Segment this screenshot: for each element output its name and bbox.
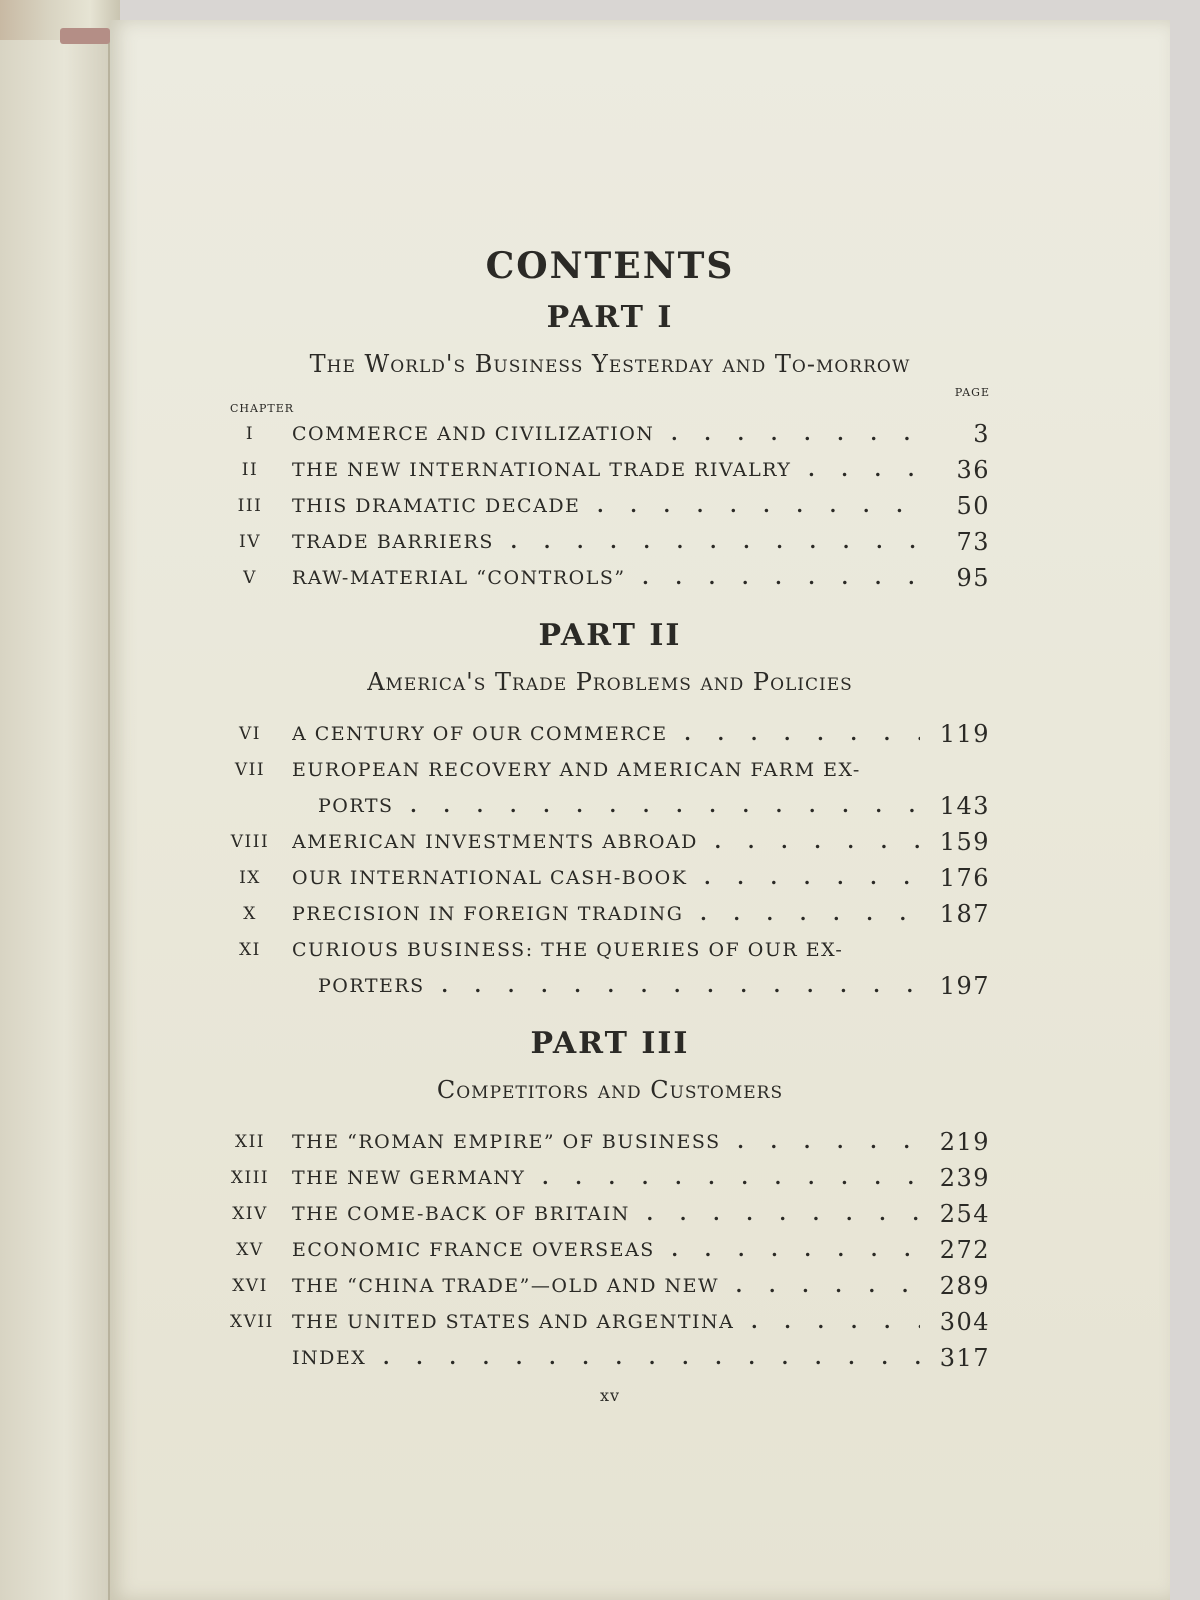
toc-entry[interactable] xyxy=(230,824,990,860)
toc-entry[interactable] xyxy=(230,860,990,896)
toc-entry[interactable] xyxy=(230,896,990,932)
chapter-title: INDEX . . . xyxy=(292,1340,920,1376)
chapter-number: XI xyxy=(239,940,261,960)
toc-entry[interactable] xyxy=(230,1304,990,1340)
toc-entry[interactable] xyxy=(230,452,990,488)
chapter-number: XIV xyxy=(232,1204,268,1224)
page-number: 254 xyxy=(939,1200,990,1228)
chapter-title: THE NEW INTERNATIONAL TRADE RIVALRY . . . xyxy=(292,452,920,488)
toc-entry[interactable] xyxy=(230,1268,990,1304)
part-title: PART I xyxy=(546,300,674,335)
toc-entry-continuation[interactable] xyxy=(230,788,990,824)
page-number: 304 xyxy=(939,1308,990,1336)
page-number: 143 xyxy=(939,792,990,820)
chapter-number: IV xyxy=(239,532,261,552)
chapter-title: A CENTURY OF OUR COMMERCE . . . xyxy=(292,716,920,752)
chapter-number: XVI xyxy=(232,1276,268,1296)
toc-entry[interactable] xyxy=(230,416,990,452)
toc-entry[interactable] xyxy=(230,1124,990,1160)
toc-entry[interactable] xyxy=(230,752,990,788)
page-number: 50 xyxy=(956,492,990,520)
toc-entry[interactable] xyxy=(230,1160,990,1196)
page-number: 95 xyxy=(956,564,990,592)
chapter-number: X xyxy=(243,904,257,924)
chapter-title: THIS DRAMATIC DECADE . . . xyxy=(292,488,920,524)
chapter-title-continuation: PORTS . . . xyxy=(318,788,920,824)
page-number: 187 xyxy=(939,900,990,928)
chapter-title: THE COME-BACK OF BRITAIN . . . xyxy=(292,1196,920,1232)
part-subtitle: The World's Business Yesterday and To-morrow xyxy=(309,350,911,378)
toc-entry[interactable] xyxy=(230,524,990,560)
contents-block xyxy=(230,240,990,1405)
toc-entry[interactable] xyxy=(230,716,990,752)
page-number: 159 xyxy=(939,828,990,856)
chapter-title: CURIOUS BUSINESS: THE QUERIES OF OUR EX- xyxy=(292,939,844,961)
page-number: 73 xyxy=(956,528,990,556)
contents-heading: CONTENTS xyxy=(485,245,735,287)
page-number: 289 xyxy=(939,1272,990,1300)
toc-entry[interactable] xyxy=(230,488,990,524)
part-title: PART II xyxy=(538,618,682,653)
chapter-number: VII xyxy=(234,760,266,780)
page-number: 219 xyxy=(939,1128,990,1156)
toc-entry-continuation[interactable] xyxy=(230,968,990,1004)
chapter-number: XII xyxy=(234,1132,266,1152)
page-number: 197 xyxy=(939,972,990,1000)
chapter-title: COMMERCE AND CIVILIZATION . . . xyxy=(292,416,920,452)
page-column-label: PAGE xyxy=(954,386,990,399)
page-number: 239 xyxy=(939,1164,990,1192)
chapter-number: XVII xyxy=(230,1312,274,1332)
contents-page xyxy=(110,20,1170,1600)
chapter-title: PRECISION IN FOREIGN TRADING . . . xyxy=(292,896,920,932)
part-title: PART III xyxy=(530,1026,690,1061)
chapter-number: VI xyxy=(239,724,261,744)
toc-entry[interactable] xyxy=(230,560,990,596)
chapter-number: III xyxy=(237,496,263,516)
chapter-title: ECONOMIC FRANCE OVERSEAS . . . xyxy=(292,1232,920,1268)
page-number: 272 xyxy=(939,1236,990,1264)
page-folio: xv xyxy=(599,1386,621,1405)
chapter-title: EUROPEAN RECOVERY AND AMERICAN FARM EX- xyxy=(292,759,861,781)
chapter-title-continuation: PORTERS . . . xyxy=(318,968,920,1004)
chapter-number: I xyxy=(245,424,255,444)
column-header xyxy=(230,384,990,416)
chapter-column-label: CHAPTER xyxy=(230,402,295,415)
chapter-title: RAW-MATERIAL “CONTROLS” . . . xyxy=(292,560,920,596)
toc-entry[interactable] xyxy=(230,1232,990,1268)
chapter-title: THE UNITED STATES AND ARGENTINA . . . xyxy=(292,1304,920,1340)
page-number: 317 xyxy=(939,1344,990,1372)
part-subtitle: America's Trade Problems and Policies xyxy=(367,668,853,696)
chapter-number: XIII xyxy=(230,1168,270,1188)
page-number: 36 xyxy=(956,456,990,484)
chapter-number: V xyxy=(243,568,257,588)
chapter-number: II xyxy=(241,460,259,480)
chapter-number: VIII xyxy=(230,832,270,852)
toc-entry[interactable] xyxy=(230,932,990,968)
page-number: 119 xyxy=(939,720,990,748)
chapter-title: THE NEW GERMANY . . . xyxy=(292,1160,920,1196)
chapter-title: OUR INTERNATIONAL CASH-BOOK . . . xyxy=(292,860,920,896)
toc-entry[interactable] xyxy=(230,1196,990,1232)
chapter-number: IX xyxy=(239,868,261,888)
page-number: 3 xyxy=(973,420,990,448)
chapter-title: THE “CHINA TRADE”—OLD AND NEW . . . xyxy=(292,1268,920,1304)
toc-entry[interactable] xyxy=(230,1340,990,1376)
part-subtitle: Competitors and Customers xyxy=(436,1076,784,1104)
chapter-number: XV xyxy=(236,1240,264,1260)
chapter-title: TRADE BARRIERS . . . xyxy=(292,524,920,560)
chapter-title: THE “ROMAN EMPIRE” OF BUSINESS . . . xyxy=(292,1124,920,1160)
cover-edge xyxy=(60,28,110,44)
page-number: 176 xyxy=(939,864,990,892)
left-page-edge xyxy=(0,40,110,1600)
chapter-title: AMERICAN INVESTMENTS ABROAD . . . xyxy=(292,824,920,860)
